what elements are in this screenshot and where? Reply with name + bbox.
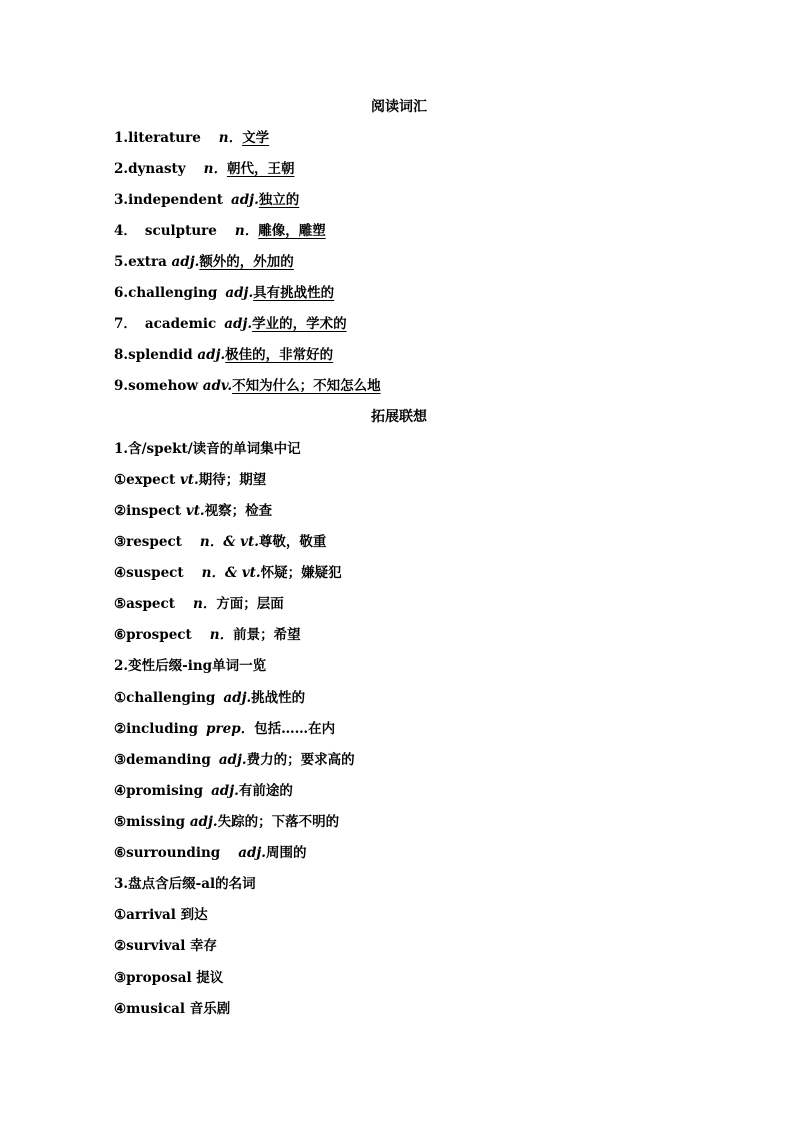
item-word: extra <box>128 254 167 270</box>
item-pos: adj. <box>189 814 218 830</box>
item-pos: vt. <box>185 503 205 519</box>
word-item <box>114 750 355 770</box>
item-word: demanding <box>126 752 211 768</box>
item-pos: adv. <box>202 378 233 394</box>
item-number: 9. <box>114 378 129 394</box>
word-item <box>114 470 266 490</box>
vocab-item <box>114 252 294 272</box>
item-word: musical <box>126 1001 186 1017</box>
item-word: survival <box>126 938 186 954</box>
item-number: 5. <box>114 254 129 270</box>
item-number: ② <box>114 721 127 737</box>
item-pos: prep． <box>206 721 255 737</box>
item-meaning: 挑战性的 <box>251 690 306 706</box>
item-meaning: 方面；层面 <box>216 596 284 612</box>
word-item <box>114 532 326 552</box>
item-number: 8. <box>114 347 129 363</box>
item-word: suspect <box>126 565 184 581</box>
item-number: ③ <box>114 752 127 768</box>
item-meaning: 费力的；要求高的 <box>246 752 355 768</box>
item-word: literature <box>128 130 201 146</box>
item-meaning: 音乐剧 <box>189 1001 231 1017</box>
item-number: ④ <box>114 783 127 799</box>
word-item <box>114 781 293 801</box>
item-meaning: 独立的 <box>258 192 300 208</box>
item-meaning: 雕像，雕塑 <box>258 223 326 239</box>
item-meaning: 朝代，王朝 <box>226 161 295 177</box>
item-pos: adj. <box>171 254 200 270</box>
word-item <box>114 843 307 863</box>
item-number: 3. <box>114 192 129 208</box>
vocab-item <box>114 283 334 303</box>
item-word: missing <box>126 814 186 830</box>
item-pos: n． <box>234 223 259 239</box>
item-pos: adj. <box>224 316 253 332</box>
item-meaning: 文学 <box>242 130 270 146</box>
item-number: ③ <box>114 534 127 550</box>
word-item <box>114 812 339 832</box>
item-number: ③ <box>114 970 127 986</box>
word-item <box>114 688 305 708</box>
item-pos: n． <box>218 130 243 146</box>
item-pos: n．& vt. <box>199 534 259 550</box>
item-word: proposal <box>126 970 192 986</box>
item-word: independent <box>128 192 223 208</box>
item-number: ① <box>114 472 127 488</box>
item-word: expect <box>126 472 176 488</box>
vocab-item <box>114 376 381 396</box>
item-word: somehow <box>128 378 199 394</box>
item-word: challenging <box>126 690 216 706</box>
item-meaning: 尊敬，敬重 <box>258 534 327 550</box>
item-word: dynasty <box>128 161 186 177</box>
item-meaning: 不知为什么；不知怎么地 <box>232 378 381 394</box>
item-meaning: 周围的 <box>266 845 307 861</box>
item-word: surrounding <box>126 845 221 861</box>
item-meaning: 期待；期望 <box>198 472 267 488</box>
item-meaning: 幸存 <box>190 938 218 954</box>
vocab-item <box>114 314 347 334</box>
item-word: arrival <box>126 907 176 923</box>
item-pos: vt. <box>179 472 199 488</box>
item-pos: adj. <box>238 845 266 861</box>
item-word: prospect <box>126 627 192 643</box>
item-pos: adj. <box>218 752 247 768</box>
word-item <box>114 501 272 521</box>
item-pos: n． <box>203 161 227 177</box>
item-pos: adj. <box>197 347 226 363</box>
item-pos: n． <box>192 596 217 612</box>
item-word: sculpture <box>144 223 217 239</box>
word-item <box>114 936 217 956</box>
item-number: ① <box>114 690 127 706</box>
item-word: promising <box>126 783 204 799</box>
word-item <box>114 563 342 583</box>
section-title-extended-association <box>0 407 794 427</box>
item-number: 2. <box>114 161 129 177</box>
vocab-item <box>114 159 294 179</box>
item-pos: adj. <box>225 285 254 301</box>
item-number: ⑥ <box>114 627 127 643</box>
item-meaning: 到达 <box>180 907 208 923</box>
vocab-item <box>114 345 333 365</box>
group-heading-text: 2.变性后缀-ing单词一览 <box>114 658 267 674</box>
item-number: ⑤ <box>114 596 127 612</box>
word-item <box>114 719 335 739</box>
item-meaning: 极佳的，非常好的 <box>225 347 334 363</box>
group-heading <box>114 439 301 459</box>
item-number: ① <box>114 907 127 923</box>
item-word: challenging <box>128 285 218 301</box>
item-word: respect <box>126 534 182 550</box>
item-number: ⑤ <box>114 814 127 830</box>
item-meaning: 有前途的 <box>238 783 293 799</box>
item-word: academic <box>144 316 217 332</box>
item-meaning: 怀疑；嫌疑犯 <box>260 565 342 581</box>
group-heading-text: 1.含/spekt/读音的单词集中记 <box>114 441 301 457</box>
item-number: ④ <box>114 565 127 581</box>
item-number: 7． <box>114 316 137 332</box>
item-number: 1. <box>114 130 129 146</box>
item-meaning: 包括……在内 <box>254 721 336 737</box>
item-word: aspect <box>126 596 175 612</box>
word-item <box>114 905 208 925</box>
item-meaning: 额外的，外加的 <box>199 254 294 270</box>
item-meaning: 具有挑战性的 <box>253 285 335 301</box>
section-title-text: 阅读词汇 <box>371 99 427 115</box>
item-pos: adj. <box>231 192 259 208</box>
item-number: 4． <box>114 223 137 239</box>
item-word: splendid <box>128 347 193 363</box>
item-number: 6. <box>114 285 129 301</box>
word-item <box>114 594 284 614</box>
item-pos: adj. <box>211 783 239 799</box>
item-meaning: 学业的，学术的 <box>252 316 347 332</box>
vocab-item <box>114 221 326 241</box>
group-heading-text: 3.盘点含后缀-al的名词 <box>114 876 256 892</box>
item-number: ② <box>114 938 127 954</box>
word-item <box>114 968 223 988</box>
item-number: ② <box>114 503 127 519</box>
item-meaning: 视察；检查 <box>204 503 273 519</box>
item-number: ⑥ <box>114 845 127 861</box>
vocab-item <box>114 190 299 210</box>
group-heading <box>114 656 266 676</box>
group-heading <box>114 874 256 894</box>
item-word: inspect <box>126 503 182 519</box>
item-meaning: 失踪的；下落不明的 <box>217 814 340 830</box>
item-number: ④ <box>114 1001 127 1017</box>
word-item <box>114 625 301 645</box>
item-pos: adj. <box>223 690 252 706</box>
vocab-item <box>114 128 269 148</box>
item-word: including <box>126 721 199 737</box>
word-item <box>114 999 230 1019</box>
section-title-reading-vocabulary <box>0 97 794 117</box>
section-title-text: 拓展联想 <box>371 409 427 425</box>
item-pos: n．& vt. <box>201 565 261 581</box>
item-meaning: 前景；希望 <box>233 627 301 643</box>
item-meaning: 提议 <box>196 970 224 986</box>
item-pos: n． <box>209 627 234 643</box>
